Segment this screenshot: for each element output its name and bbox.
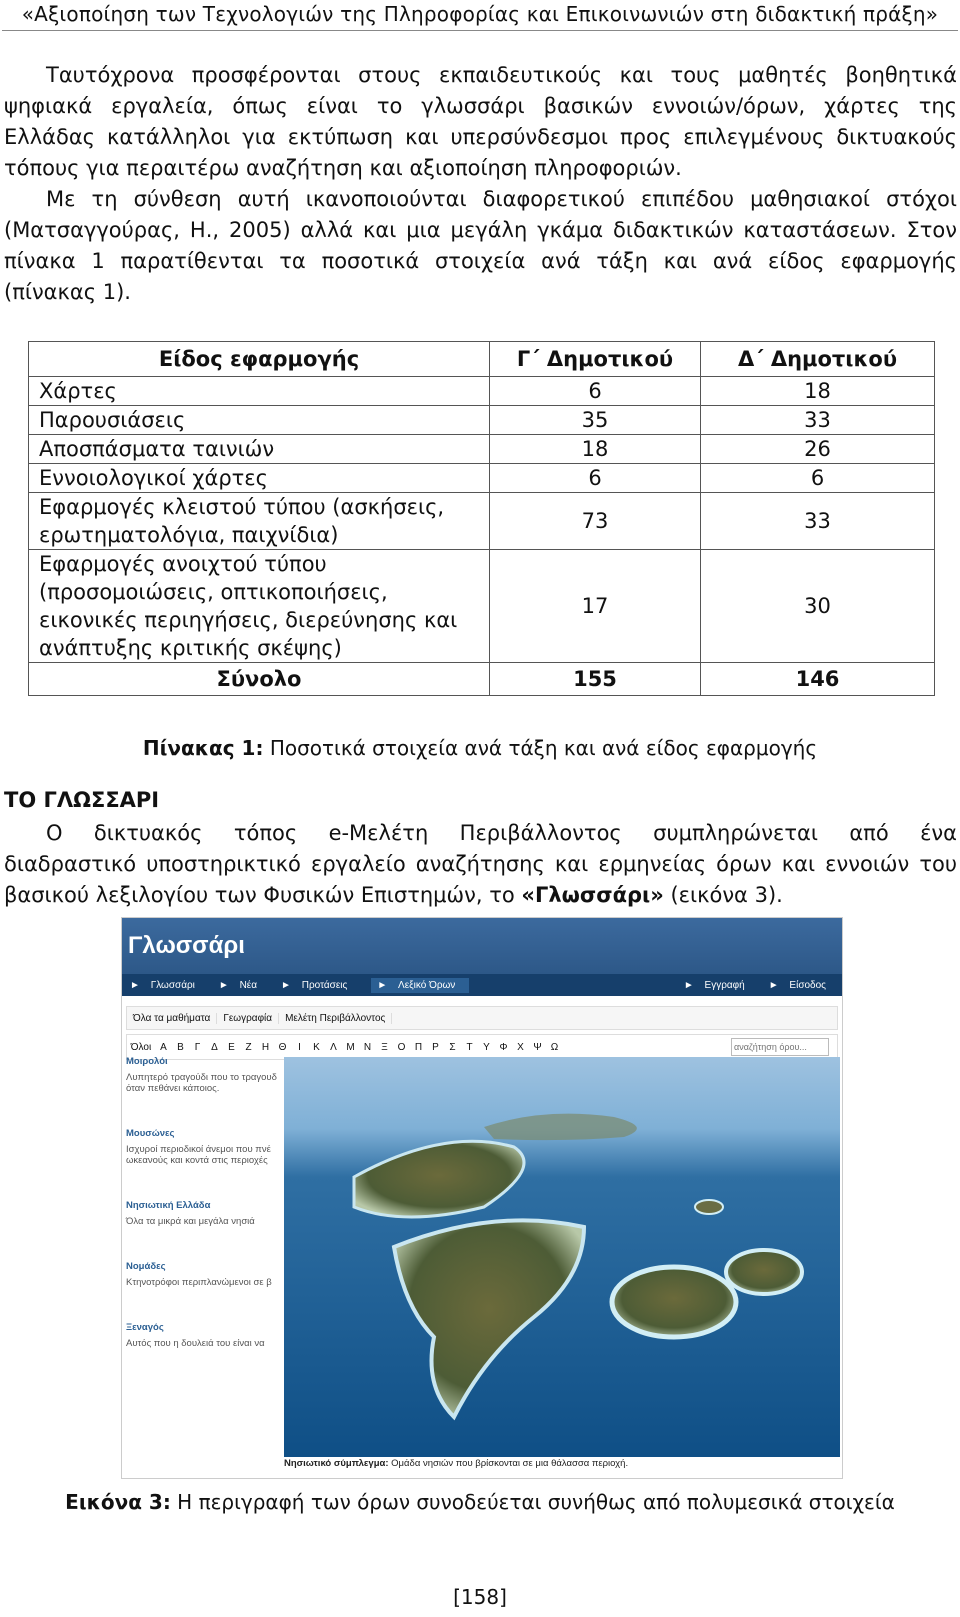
text-line: ψηφιακά εργαλεία, όπως είναι το γλωσσάρι βασικών εννοιών/όρων, χάρτες της [4, 94, 957, 118]
glossary-screenshot [121, 917, 843, 1479]
paragraph-1 [4, 60, 957, 308]
term-title[interactable]: Μουσώνες [126, 1128, 175, 1139]
table-total-row [29, 663, 935, 696]
text-line: (πίνακας 1). [4, 280, 131, 304]
term-title[interactable]: Ξεναγός [126, 1322, 164, 1333]
letter-filter-item[interactable]: Υ [483, 1041, 490, 1053]
cell-grade-c: 17 [490, 550, 701, 663]
letter-filter-item[interactable]: Μ [346, 1041, 355, 1053]
table-row [29, 550, 935, 663]
letter-filter-item[interactable]: Λ [330, 1041, 337, 1053]
letter-filter-item[interactable]: Ν [363, 1041, 372, 1053]
cell-grade-d: 33 [701, 406, 935, 435]
letter-filter-item[interactable]: Ξ [381, 1041, 388, 1053]
letter-filter-item[interactable]: Ο [397, 1041, 406, 1053]
term-title[interactable]: Νησιωτική Ελλάδα [126, 1200, 211, 1211]
text-line: Με τη σύνθεση αυτή ικανοποιούνται διαφορετικού επιπέδου μαθησιακοί στόχοι [46, 187, 957, 211]
term-item[interactable] [126, 1200, 286, 1227]
category-tab[interactable]: Γεωγραφία [217, 1013, 279, 1024]
figure-caption-label: Εικόνα 3: [65, 1490, 171, 1514]
category-tabs [126, 1006, 838, 1030]
letter-filter-item[interactable]: Γ [194, 1041, 201, 1053]
header-rule [2, 30, 958, 31]
header-grade-c: Γ΄ Δημοτικού [490, 342, 701, 377]
paragraph-3 [4, 818, 957, 911]
letter-filter-item[interactable]: Ω [550, 1041, 559, 1053]
cell-grade-c: 6 [490, 464, 701, 493]
cell-total-grade-d: 146 [701, 663, 935, 696]
cell-type: Εφαρμογές κλειστού τύπου (ασκήσεις, ερωτηματολόγια, παιχνίδια) [29, 493, 490, 550]
letter-filter-item[interactable]: Χ [517, 1041, 524, 1053]
text-line [4, 880, 957, 911]
term-description: Ισχυροί περιοδικοί άνεμοι που πνέ ωκεανούς και κοντά στις περιοχές [126, 1144, 271, 1166]
cell-grade-c: 73 [490, 493, 701, 550]
letter-filter-item[interactable]: Δ [211, 1041, 218, 1053]
term-item[interactable] [126, 1322, 286, 1349]
header-grade-d: Δ΄ Δημοτικού [701, 342, 935, 377]
running-header: «Αξιοποίηση των Τεχνολογιών της Πληροφορίας και Επικοινωνιών στη διδακτική πράξη» [21, 2, 939, 26]
cell-grade-d: 18 [701, 377, 935, 406]
table-row [29, 493, 935, 550]
letter-filter-item[interactable]: Η [261, 1041, 270, 1053]
section-title: ΤΟ ΓΛΩΣΣΑΡΙ [4, 788, 160, 812]
term-title[interactable]: Μοιρολόι [126, 1056, 168, 1067]
letter-filter-item[interactable]: Φ [499, 1041, 508, 1053]
table-row [29, 377, 935, 406]
header-type: Είδος εφαρμογής [29, 342, 490, 377]
figure-caption-text: Η περιγραφή των όρων συνοδεύεται συνήθως από πολυμεσικά στοιχεία [170, 1490, 895, 1514]
category-tab[interactable]: Όλα τα μαθήματα [127, 1013, 217, 1024]
cell-grade-d: 6 [701, 464, 935, 493]
letter-filter-item[interactable]: Ε [228, 1041, 235, 1053]
letter-filter-item[interactable]: Ι [298, 1041, 301, 1053]
cell-type: Χάρτες [29, 377, 490, 406]
cell-grade-c: 35 [490, 406, 701, 435]
page-number: [158] [453, 1585, 507, 1609]
text-line: διαδραστικό υποστηρικτικό εργαλείο αναζήτησης και ερμηνείας όρων και εννοιών του [4, 852, 957, 876]
table-row [29, 464, 935, 493]
term-search-input[interactable] [731, 1038, 829, 1056]
cell-total-label: Σύνολο [29, 663, 490, 696]
data-table [28, 341, 935, 696]
figure-caption [0, 1490, 960, 1514]
text-segment: (εικόνα 3). [663, 883, 783, 907]
island-aerial-photo [284, 1057, 840, 1457]
nav-item[interactable]: ► Προτάσεις [281, 979, 348, 991]
category-tab[interactable]: Μελέτη Περιβάλλοντος [279, 1013, 392, 1024]
text-line: πίνακα 1 παρατίθενται τα ποσοτικά στοιχεία ανά τάξη και ανά είδος εφαρμογής [4, 249, 957, 273]
table-caption-text: Ποσοτικά στοιχεία ανά τάξη και ανά είδος εφαρμογής [263, 736, 818, 760]
table-row [29, 406, 935, 435]
letter-filter-item[interactable]: Θ [278, 1041, 287, 1053]
cell-type: Εφαρμογές ανοιχτού τύπου (προσομοιώσεις, οπτικοποιήσεις, εικονικές περιηγήσεις, διερεύνησης και ανάπτυξης κριτικής σκέψης) [29, 550, 490, 663]
cell-type: Αποσπάσματα ταινιών [29, 435, 490, 464]
term-description: Λυπητερό τραγούδι που το τραγουδ όταν πεθάνει κάποιος. [126, 1072, 277, 1094]
letter-filter-item[interactable]: Π [414, 1041, 423, 1053]
term-item[interactable] [126, 1056, 286, 1094]
term-item[interactable] [126, 1261, 286, 1288]
letter-filter-item[interactable]: Ζ [245, 1041, 252, 1053]
letter-filter-item[interactable]: Ρ [432, 1041, 439, 1053]
table-header-row [29, 342, 935, 377]
text-line: (Ματσαγγούρας, Η., 2005) αλλά και μια μεγάλη γκάμα διδακτικών καταστάσεων. Στον [4, 218, 957, 242]
letter-filter-item[interactable]: Α [160, 1041, 167, 1053]
term-item[interactable] [126, 1128, 286, 1166]
letter-filter-item[interactable]: Όλοι [130, 1041, 152, 1053]
text-segment: βασικού λεξιλογίου των Φυσικών Επιστημών, το [4, 883, 522, 907]
nav-item[interactable]: ► Γλωσσάρι [130, 979, 195, 991]
glossary-banner: Γλωσσάρι [122, 918, 842, 974]
text-line: Ο δικτυακός τόπος e-Μελέτη Περιβάλλοντος συμπληρώνεται από ένα [46, 821, 957, 845]
letter-filter-item[interactable]: Σ [449, 1041, 456, 1053]
table-caption [0, 736, 960, 760]
cell-grade-d: 30 [701, 550, 935, 663]
nav-item[interactable]: ► Νέα [218, 979, 258, 991]
cell-total-grade-c: 155 [490, 663, 701, 696]
letter-filter-item[interactable]: Τ [466, 1041, 473, 1053]
photo-caption: Νησιωτικό σύμπλεγμα: Ομάδα νησιών που βρίσκονται σε μια θάλασσα περιοχή. [284, 1458, 629, 1469]
nav-item[interactable]: ► Εγγραφή [683, 979, 745, 991]
term-description: Αυτός που η δουλειά του είναι να [126, 1338, 265, 1349]
nav-item[interactable]: ► Είσοδος [768, 979, 826, 991]
letter-filter-item[interactable]: Β [177, 1041, 184, 1053]
cell-type: Παρουσιάσεις [29, 406, 490, 435]
letter-filter-item[interactable]: Κ [313, 1041, 320, 1053]
glossary-nav [122, 974, 842, 996]
term-description: Όλα τα μικρά και μεγάλα νησιά [126, 1216, 255, 1227]
table-row [29, 435, 935, 464]
letter-filter-item[interactable]: Ψ [533, 1041, 542, 1053]
cell-grade-d: 33 [701, 493, 935, 550]
glossary-term: «Γλωσσάρι» [521, 883, 664, 907]
term-description: Κτηνοτρόφοι περιπλανώμενοι σε β [126, 1277, 272, 1288]
cell-type: Εννοιολογικοί χάρτες [29, 464, 490, 493]
text-line: τόπους για περαιτέρω αναζήτηση και αξιοποίηση πληροφοριών. [4, 156, 682, 180]
cell-grade-c: 6 [490, 377, 701, 406]
term-list [126, 1056, 286, 1383]
text-line: Ελλάδας κατάλληλοι για εκτύπωση και υπερσύνδεσμοι προς επιλεγμένους δικτυακούς [4, 125, 957, 149]
cell-grade-c: 18 [490, 435, 701, 464]
text-line: Ταυτόχρονα προσφέρονται στους εκπαιδευτικούς και τους μαθητές βοηθητικά [46, 63, 957, 87]
table-caption-label: Πίνακας 1: [142, 736, 264, 760]
nav-item-active[interactable]: ► Λεξικό Όρων [371, 978, 469, 993]
cell-grade-d: 26 [701, 435, 935, 464]
term-title[interactable]: Νομάδες [126, 1261, 166, 1272]
